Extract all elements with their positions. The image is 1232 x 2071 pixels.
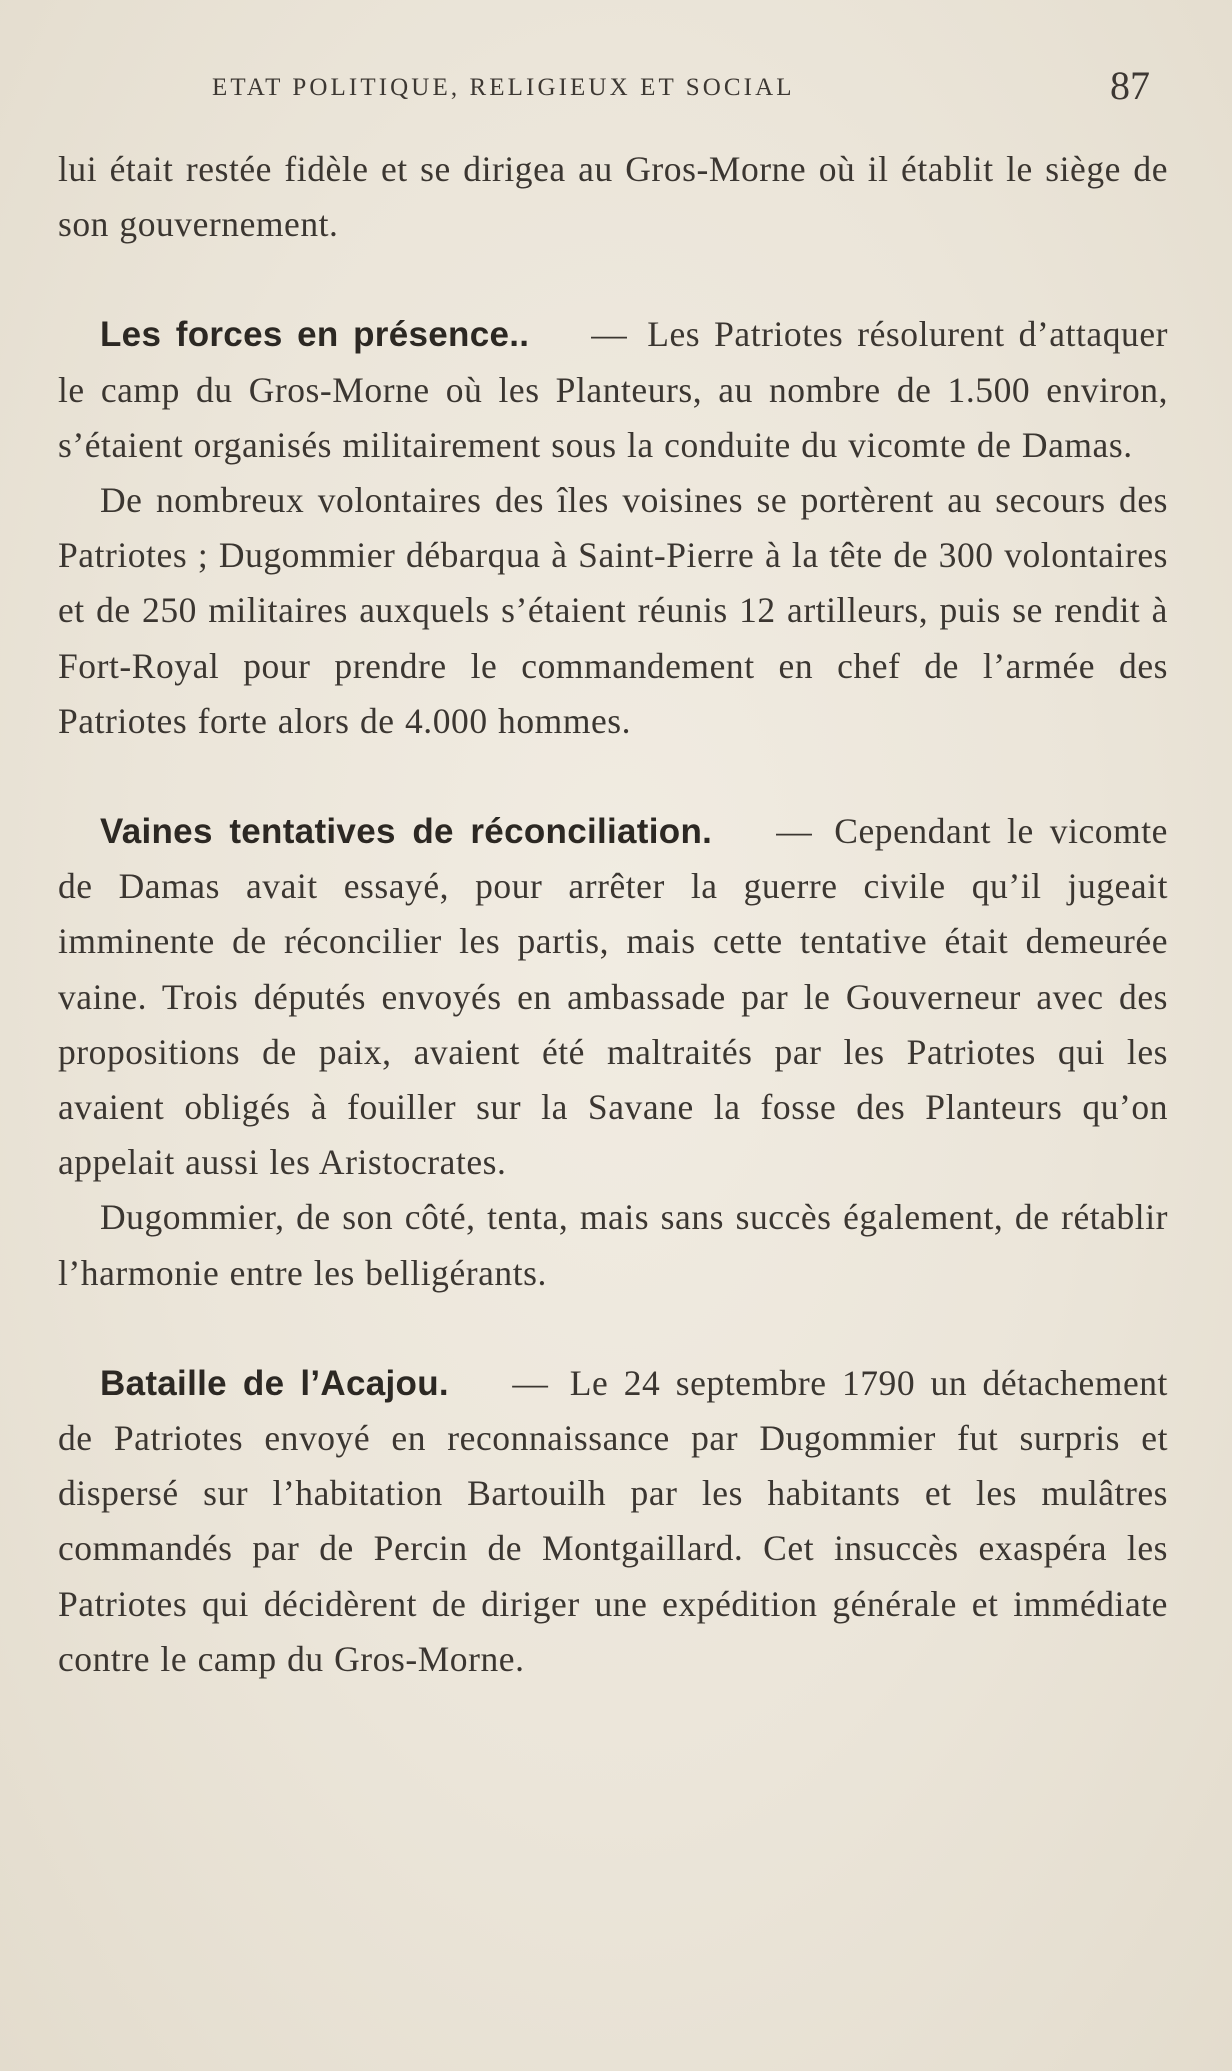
- em-dash: —: [776, 811, 813, 852]
- running-head: ETAT POLITIQUE, RELIGIEUX ET SOCIAL: [212, 74, 795, 101]
- paragraph-text: Cependant le vicomte de Damas avait essayé, pour arrêter la guerre civile qu’il jugeait imminente de réconcilier les partis, mais cette tentative était demeurée vaine. Trois députés envoyés en ambassade par le Gouverneur avec des propositions de paix, avaient été maltraités par les Patriotes qui les avaient obligés à fouiller sur la Savane la fosse des Planteurs qu’on appelait aussi les Aristocrates.: [58, 811, 1168, 1183]
- page-number: 87: [1110, 63, 1150, 108]
- paragraph-text: Dugommier, de son côté, tenta, mais sans succès également, de rétablir l’harmonie entre les belligérants.: [58, 1197, 1168, 1293]
- body-text: [58, 142, 1168, 1687]
- paragraph-text: lui était restée fidèle et se dirigea au Gros-Morne où il établit le siège de son gouvernement.: [58, 149, 1168, 245]
- paragraph-text: Les Patriotes résolurent d’attaquer le camp du Gros-Morne où les Planteurs, au nombre de 1.500 environ, s’étaient organisés militairement sous la conduite du vicomte de Damas.: [58, 314, 1168, 465]
- section-forces-en-presence: [58, 307, 1168, 473]
- section-bataille-acajou: [58, 1356, 1168, 1687]
- section-heading: Vaines tentatives de réconciliation.: [100, 812, 713, 852]
- paragraph-volontaires: [58, 473, 1168, 749]
- section-heading: Bataille de l’Acajou.: [100, 1363, 449, 1403]
- paragraph-dugommier: [58, 1190, 1168, 1300]
- section-heading: Les forces en présence..: [100, 315, 530, 355]
- section-vaines-tentatives: [58, 804, 1168, 1190]
- page-header: [0, 62, 1232, 112]
- em-dash: —: [512, 1362, 549, 1403]
- paragraph-text: Le 24 septembre 1790 un détachement de Patriotes envoyé en reconnaissance par Dugommier fut surpris et dispersé sur l’habitation Bartouilh par les habitants et les mulâtres commandés par de Percin de Montgaillard. Cet insuccès exaspéra les Patriotes qui décidèrent de diriger une expédition générale et immédiate contre le camp du Gros-Morne.: [58, 1362, 1168, 1679]
- paragraph-text: De nombreux volontaires des îles voisines se portèrent au secours des Patriotes ; Dugommier débarqua à Saint-Pierre à la tête de 300 volontaires et de 250 militaires auxquels s’étaient réunis 12 artilleurs, puis se rendit à Fort-Royal pour prendre le commandement en chef de l’armée des Patriotes forte alors de 4.000 hommes.: [58, 480, 1168, 741]
- em-dash: —: [591, 314, 628, 355]
- paragraph-continuation: [58, 142, 1168, 252]
